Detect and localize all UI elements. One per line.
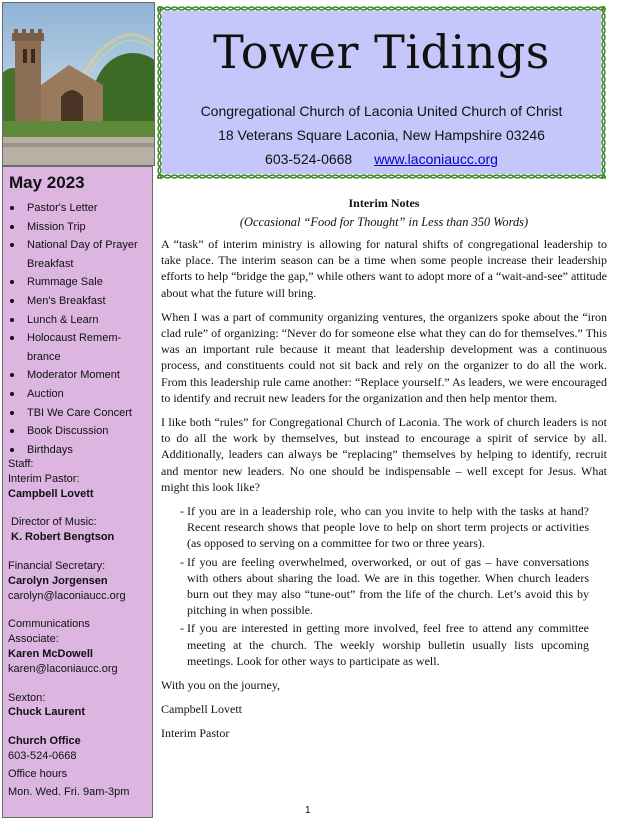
- office-hours: Mon. Wed. Fri. 9am-3pm: [8, 785, 130, 798]
- bullet-icon: [10, 318, 14, 322]
- toc-item: Men's Breakfast: [7, 292, 153, 311]
- bullet-icon: [10, 373, 14, 377]
- suggestion-list: [161, 503, 607, 669]
- communications-name: Karen McDowell: [8, 647, 93, 660]
- sexton-name: Chuck Laurent: [8, 706, 86, 719]
- toc-item: Moderator Moment: [7, 366, 153, 385]
- staff-directory: [8, 457, 153, 799]
- bullet-icon: [10, 206, 14, 210]
- office-title: Church Office: [8, 735, 81, 748]
- toc-item: Mission Trip: [7, 218, 153, 237]
- list-item: - If you are feeling overwhelmed, overworked, or out of gas – have conversations with others about sharing the load. We are in this together. When church leaders burn out they may also “tune-out” from the life of the church. Let’s avoid this by pitching in when possible.: [180, 554, 589, 618]
- music-name: K. Robert Bengtson: [11, 531, 115, 544]
- toc-item: Holocaust Remem-brance: [7, 329, 153, 366]
- bullet-icon: [10, 429, 14, 433]
- bullet-icon: [10, 411, 14, 415]
- paragraph: I like both “rules” for Congregational Church of Laconia. The work of church leaders is not to do all the work by themselves, but instead to encourage a spirit of service by all. Additionally, leaders can always be “replacing” themselves by helping to identify, recruit and mentor new leaders. No one should be indispensable – well except for Jesus. What might this look like?: [161, 415, 607, 494]
- pastor-name: Campbell Lovett: [8, 487, 94, 500]
- bullet-icon: [10, 225, 14, 229]
- table-of-contents: [7, 199, 153, 459]
- bullet-icon: [10, 280, 14, 284]
- bullet-icon: [10, 392, 14, 396]
- list-item: - If you are interested in getting more involved, feel free to attend any committee meeting at the church. The weekly worship bulletin usually lists upcoming meetings. Look for other ways to participate as well.: [180, 621, 589, 668]
- website-link[interactable]: www.laconiaucc.org: [374, 151, 498, 167]
- communications-email: karen@laconiaucc.org: [8, 662, 118, 675]
- page-number: 1: [305, 805, 311, 816]
- toc-item: Rummage Sale: [7, 273, 153, 292]
- financial-email: carolyn@laconiaucc.org: [8, 589, 126, 602]
- financial-title: Financial Secretary:: [8, 559, 106, 572]
- toc-item: Auction: [7, 385, 153, 404]
- office-phone: 603-524-0668: [8, 749, 77, 762]
- newsletter-title: Tower Tidings: [213, 25, 550, 79]
- staff-label: Staff:: [8, 458, 34, 470]
- article-subtitle: (Occasional “Food for Thought” in Less than 350 Words): [239, 215, 529, 229]
- toc-item: Pastor's Letter: [7, 199, 153, 218]
- church-address: 18 Veterans Square Laconia, New Hampshire 03246: [218, 127, 545, 143]
- church-name: Congregational Church of Laconia United Church of Christ: [200, 103, 563, 119]
- pastor-title: Interim Pastor:: [8, 472, 80, 485]
- list-item: - If you are in a leadership role, who can you invite to help with the tasks at hand? Recent research shows that people love to help on short term projects or activities (as opposed to serving on a committee for two or three years).: [180, 504, 589, 551]
- music-title: Director of Music:: [11, 516, 97, 529]
- vine-border: [157, 6, 606, 179]
- church-photo: [2, 2, 155, 166]
- signer-title: Interim Pastor: [161, 726, 230, 741]
- bullet-icon: [10, 448, 14, 452]
- sidebar: [2, 166, 153, 818]
- closing: With you on the journey,: [161, 678, 281, 693]
- bullet-icon: [10, 299, 14, 303]
- paragraph: When I was a part of community organizing ventures, the organizers spoke about the “iron clad rule” of organizing: “Never do for someone else what they can do for themselves.” This was an important rule because it meant that leadership development was a continuous process, and constituents could not sit back and rely on the organizer to do all the work. From this leadership rule came another: “Replace yourself.” As leaders, we were encouraged to identify and recruit new leaders for the organization and then help mentor them.: [161, 309, 607, 405]
- signer-name: Campbell Lovett: [161, 702, 242, 717]
- office-hours-label: Office hours: [8, 767, 68, 780]
- sexton-title: Sexton:: [8, 691, 46, 704]
- communications-title-2: Associate:: [8, 633, 59, 646]
- toc-item: Birthdays: [7, 441, 153, 460]
- toc-item: Lunch & Learn: [7, 311, 153, 330]
- bullet-icon: [10, 243, 14, 247]
- article-title: Interim Notes: [348, 196, 420, 210]
- communications-title: Communications: [8, 618, 90, 631]
- article-interim-notes: [161, 196, 607, 747]
- toc-item: TBI We Care Concert: [7, 404, 153, 423]
- toc-item: National Day of Prayer Breakfast: [7, 236, 153, 273]
- issue-month: May 2023: [9, 173, 85, 192]
- toc-item: Book Discussion: [7, 422, 153, 441]
- bullet-icon: [10, 336, 14, 340]
- paragraph: A “task” of interim ministry is allowing for natural shifts of congregational leadership to take place. The interim season can be a time when some people increase their leadership efforts to help “bridge the gap,” while others want to adopt more of a “wait-and-see” attitude about what the future will bring.: [161, 237, 607, 300]
- financial-name: Carolyn Jorgensen: [8, 574, 108, 587]
- church-phone: 603-524-0668: [265, 151, 353, 167]
